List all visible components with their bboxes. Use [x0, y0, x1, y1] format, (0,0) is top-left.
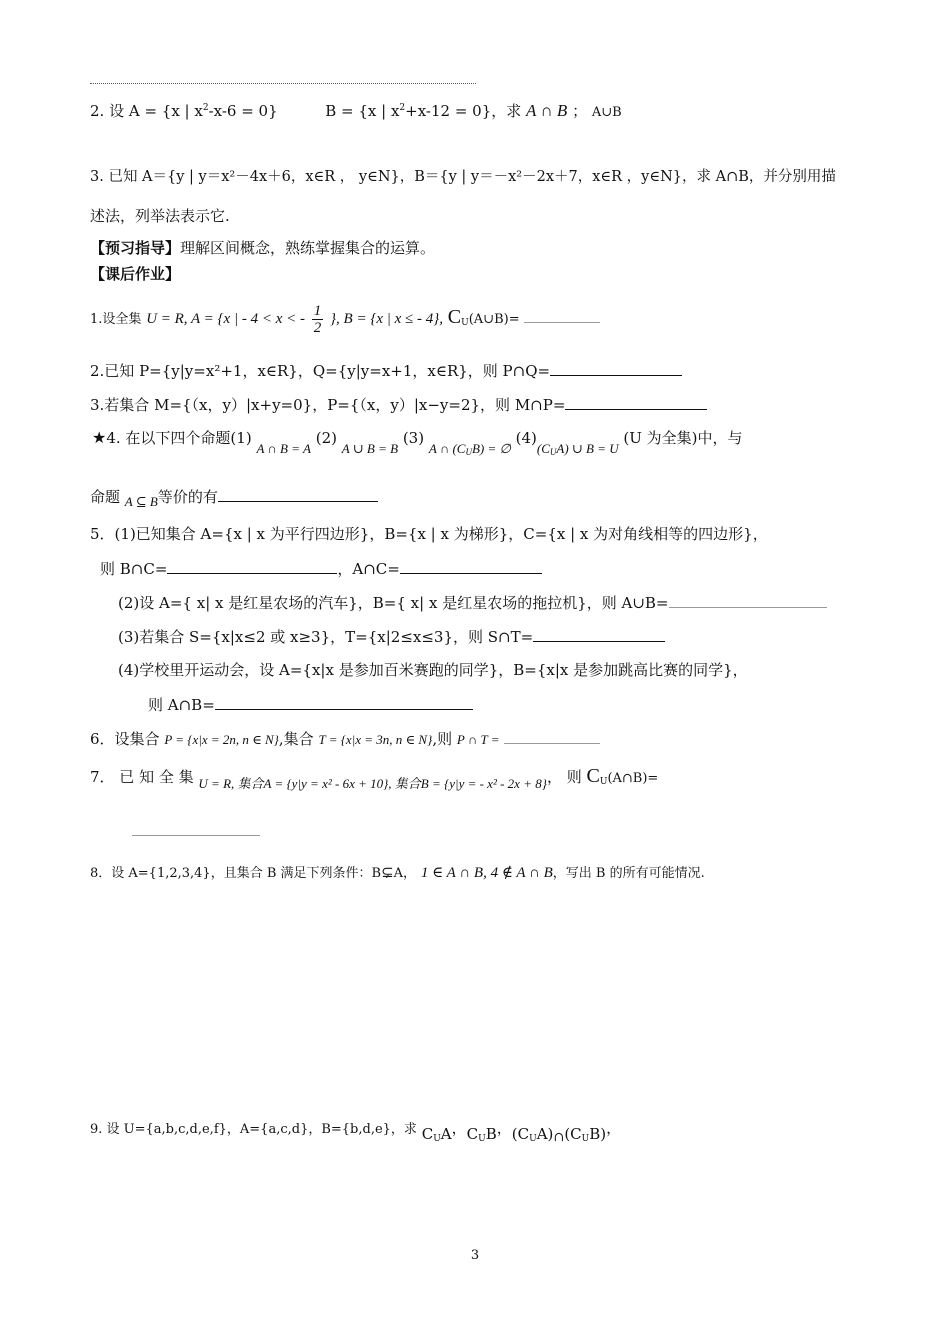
complement-symbol-7: C [586, 765, 600, 787]
h6-answer-label: P ∩ T = [456, 732, 500, 747]
h3-text: 3.若集合 M={（x，y）|x+y=0}，P={（x，y）|x−y=2}，则 M∩P= [90, 396, 566, 414]
q2-set-b: B = {x | x [325, 102, 400, 120]
h1-expr-b: }, B = {x | x ≤ - 4}, [330, 311, 443, 327]
h3-answer-blank [565, 394, 707, 410]
homework-5-line1: 5．(1)已知集合 A={x | x 为平行四边形}，B={x | x 为梯形}，C={x | x 为对角线相等的四边形}， [90, 525, 768, 543]
h1-expr-a: U = R, A = {x | - 4 < x < - [146, 311, 305, 327]
h6-set-p: P = {x|x = 2n, n ∈ N} [164, 732, 279, 747]
h1-tail: (A∪B)= [468, 312, 524, 327]
homework-4-line2 [90, 486, 378, 512]
h9-prefix: 9. 设 U={a,b,c,d,e,f}，A={a,c,d}，B={b,d,e}，求 [90, 1122, 417, 1137]
top-dotted-rule [90, 83, 476, 84]
h5-part2-blank [669, 592, 827, 608]
h2-text: 2.已知 P={y|y=x²+1，x∈R}，Q={y|y=x+1，x∈R}，则 P∩Q= [90, 362, 551, 380]
homework-1 [90, 300, 600, 344]
h9-expr-1 [422, 1125, 452, 1143]
h7-prefix: 7． 已 知 全 集 [90, 768, 194, 786]
h9-comma1: ， [451, 1119, 467, 1137]
h8-prefix: 8．设 A={1,2,3,4}，且集合 B 满足下列条件：B [90, 866, 382, 881]
homework-title: 【课后作业】 [90, 265, 181, 283]
q2-text: 2. 设 A = {x | x [90, 102, 203, 120]
complement-subscript-7: U [599, 777, 608, 787]
h5-part3-blank [533, 626, 665, 642]
h7-tail: (A∩B)= [607, 771, 659, 786]
h4-intro: 4. 在以下四个命题(1) [106, 429, 252, 447]
h9-comma2: ， [496, 1119, 512, 1137]
h7-expr: U = R, 集合A = {y|y = x² - 6x + 10}, 集合B = {y|y = - x² - 2x + 8} [198, 776, 547, 791]
h4-tail: (U 为全集)中，与 [623, 429, 743, 447]
homework-4-line1 [92, 428, 743, 460]
complement-subscript: U [461, 318, 469, 328]
homework-3 [90, 394, 707, 415]
h7-answer-blank [132, 820, 260, 836]
h4-answer-blank [218, 486, 378, 502]
q2-set-a: -x-6 = 0} [208, 102, 278, 120]
h4-prop-2: A ∪ B = B [341, 441, 399, 456]
h4-label-3: (3) [402, 429, 425, 447]
homework-6 [90, 728, 600, 750]
question-3-line1: 3. 已知 A＝{y | y＝x²－4x＋6，x∈R ， y∈N}，B＝{y | y＝－x²－2x＋7，x∈R ，y∈N}，求 A∩B，并分别用描 [90, 169, 836, 185]
h6-answer-blank [504, 728, 600, 744]
homework-5-line5: (4)学校里开运动会，设 A={x|x 是参加百米赛跑的同学}，B={x|x 是参加跳高比赛的同学}， [118, 661, 748, 679]
q2-separator: ； [572, 102, 588, 120]
h4-prop-3b: B) = ∅ [471, 441, 511, 456]
h5-part4-label: 则 A∩B= [148, 696, 215, 714]
homework-9 [90, 1118, 621, 1149]
h9-sub2: U [478, 1134, 486, 1144]
h8-subset-symbol: ⊊ [381, 863, 394, 881]
h4-line2-suffix: 等价的有 [157, 488, 218, 506]
preview-guide [90, 238, 435, 258]
question-2 [90, 98, 622, 123]
h9-a1: A [440, 1125, 452, 1143]
homework-5-line4 [118, 626, 665, 647]
frac-numerator: 1 [313, 302, 322, 319]
homework-5-line6 [148, 694, 473, 715]
h1-answer-blank [524, 307, 600, 323]
h6-set-t: T = {x|x = 3n, n ∈ N} [318, 732, 433, 747]
q2-union: A∪B [591, 105, 622, 120]
h1-prefix: 1.设全集 [90, 312, 142, 327]
h9-expr-2 [467, 1125, 497, 1143]
h4-prop-3: A ∩ $(C_UB)$ = ∅ [428, 441, 511, 457]
h1-fraction [312, 303, 324, 336]
h4-prop-4a: (C [536, 441, 550, 456]
h8-mid: A， [393, 866, 417, 881]
superscript-2: 2 [202, 103, 209, 113]
h2-answer-blank [550, 360, 682, 376]
h5-part2-text: (2)设 A={ x| x 是红星农场的汽车}，B={ x| x 是红星农场的拖拉机}，则 A∪B= [118, 594, 669, 612]
h4-line2-prefix: 命题 [90, 488, 121, 506]
preview-label: 【预习指导】 [90, 239, 181, 257]
h5-ac-label: ，A∩C= [337, 560, 400, 578]
h9-b4: B) [589, 1125, 607, 1143]
page-number: 3 [470, 1248, 480, 1263]
q2-set-b-cont: +x-12 = 0}，求 [405, 102, 522, 120]
h9-sub4: U [581, 1134, 590, 1144]
h4-prop-3a: A ∩ (C [428, 441, 466, 456]
q2-intersection: A ∩ B [526, 101, 568, 120]
h9-c2: C [466, 1125, 479, 1143]
h9-end: ， [606, 1119, 622, 1137]
h5-ac-blank [400, 558, 542, 574]
h5-bc-label: 则 B∩C= [100, 560, 168, 578]
h4-prop-1: A ∩ B = A [256, 441, 311, 456]
h7-then: ， 则 [546, 768, 582, 786]
h6-suffix: ,则 [432, 730, 453, 748]
h5-part4-blank [215, 694, 473, 710]
homework-2 [90, 360, 682, 381]
h9-expr-4 [564, 1125, 606, 1143]
h8-suffix: ，写出 B 的所有可能情况. [552, 866, 705, 881]
preview-text: 理解区间概念，熟练掌握集合的运算。 [180, 239, 436, 257]
h5-bc-blank [167, 558, 337, 574]
complement-symbol: C [447, 306, 462, 328]
h4-line2-expr: A ⊆ B [124, 494, 158, 509]
homework-8 [90, 862, 705, 884]
h9-b2: B [485, 1125, 497, 1143]
homework-7 [90, 766, 658, 794]
question-3-line2: 述法，列举法表示它. [90, 207, 230, 225]
h9-c1: C [421, 1125, 434, 1143]
h4-label-2: (2) [315, 429, 337, 447]
h8-conditions: 1 ∈ A ∩ B, 4 ∉ A ∩ B [420, 865, 553, 881]
h9-c4: (C [564, 1125, 582, 1143]
h4-prop-4: $(C_UA)$ ∪ B = U [536, 441, 619, 457]
h5-part3-text: (3)若集合 S={x|x≤2 或 x≥3}，T={x|2≤x≤3}，则 S∩T= [118, 628, 534, 646]
h9-cap: ∩ [553, 1130, 565, 1145]
h9-sub3: U [529, 1134, 537, 1144]
h6-mid: ,集合 [278, 730, 314, 748]
superscript-2b: 2 [399, 103, 406, 113]
star-icon: ★ [92, 428, 107, 447]
homework-5-line3 [118, 592, 827, 613]
h9-c3: (C [511, 1125, 530, 1143]
h9-sub1: U [433, 1134, 441, 1144]
h9-expr-3 [512, 1125, 554, 1143]
h4-prop-4b: A) ∪ B = U [556, 441, 619, 456]
h6-prefix: 6．设集合 [90, 730, 160, 748]
frac-denominator: 2 [313, 319, 322, 336]
homework-5-line2 [100, 558, 542, 579]
h4-label-4: (4) [515, 429, 537, 447]
h7-answer-line [132, 820, 260, 841]
h9-a3: A) [536, 1125, 554, 1143]
